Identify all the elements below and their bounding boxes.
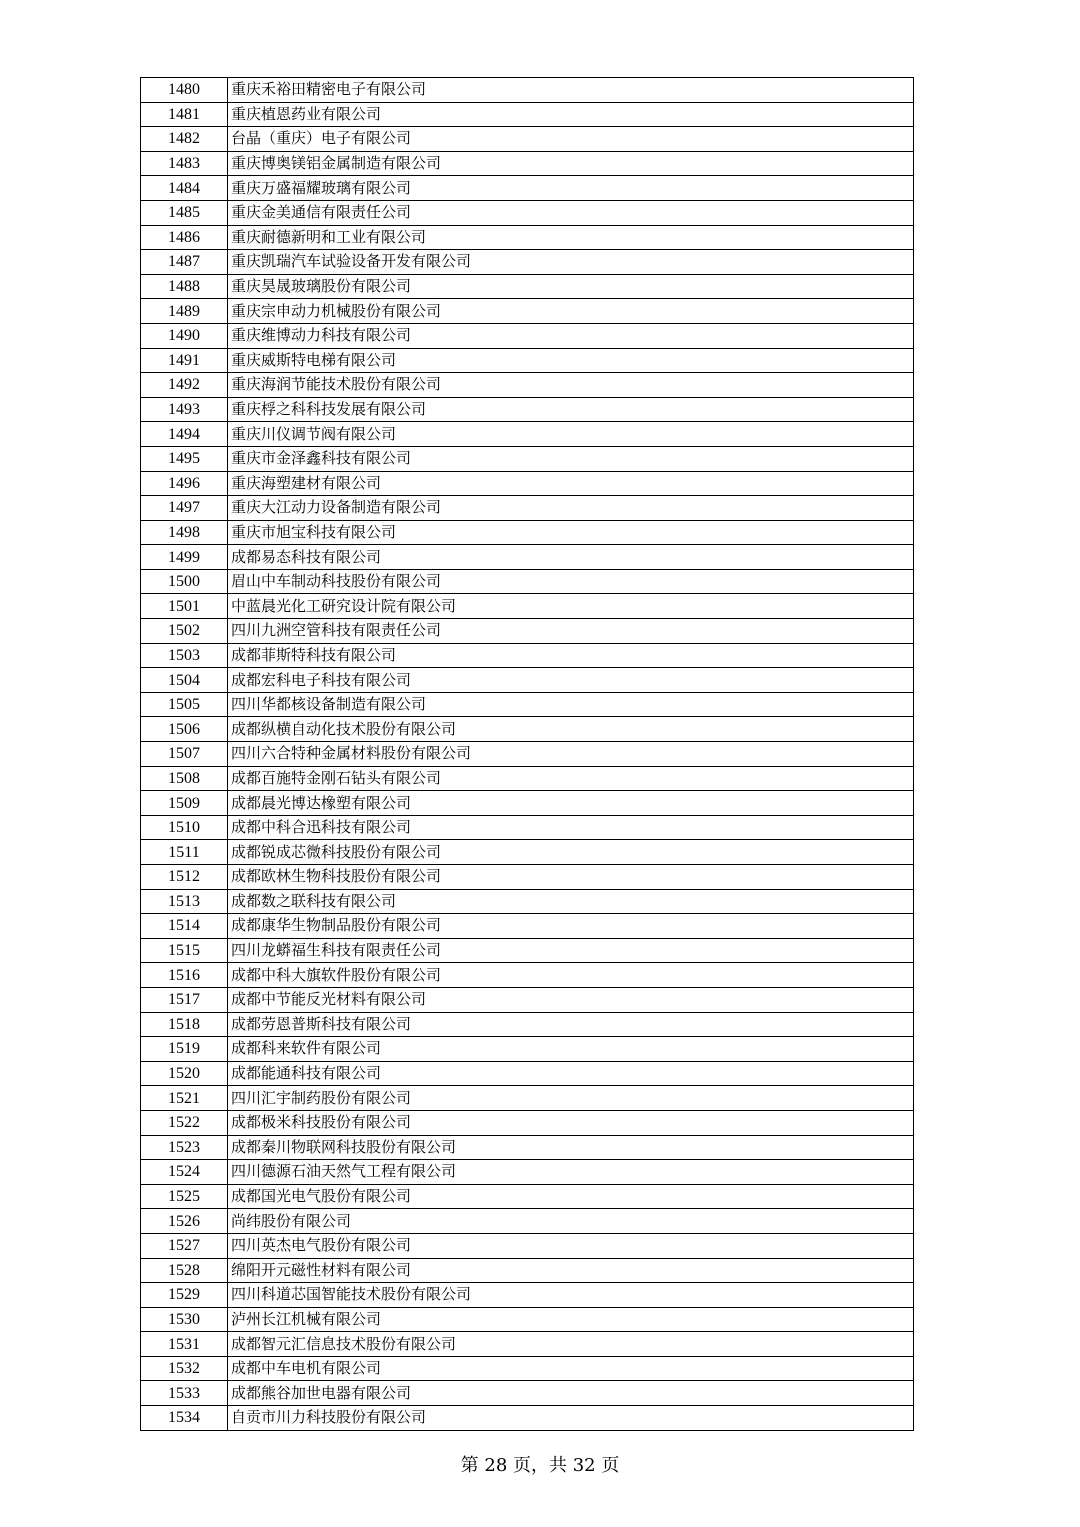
company-name: 成都锐成芯微科技股份有限公司 bbox=[228, 840, 914, 865]
table-row bbox=[141, 717, 914, 742]
table-row bbox=[141, 78, 914, 103]
company-list-table bbox=[140, 77, 914, 1431]
company-name: 重庆大江动力设备制造有限公司 bbox=[228, 496, 914, 521]
company-name: 成都中科大旗软件股份有限公司 bbox=[228, 963, 914, 988]
company-name: 尚纬股份有限公司 bbox=[228, 1209, 914, 1234]
company-name: 成都百施特金刚石钻头有限公司 bbox=[228, 766, 914, 791]
company-name: 成都晨光博达橡塑有限公司 bbox=[228, 791, 914, 816]
table-row bbox=[141, 274, 914, 299]
table-row bbox=[141, 397, 914, 422]
row-number: 1531 bbox=[141, 1332, 228, 1357]
row-number: 1486 bbox=[141, 225, 228, 250]
row-number: 1498 bbox=[141, 520, 228, 545]
company-name: 台晶（重庆）电子有限公司 bbox=[228, 127, 914, 152]
row-number: 1497 bbox=[141, 496, 228, 521]
company-name: 成都数之联科技有限公司 bbox=[228, 889, 914, 914]
table-row bbox=[141, 668, 914, 693]
row-number: 1496 bbox=[141, 471, 228, 496]
company-name: 成都秦川物联网科技股份有限公司 bbox=[228, 1135, 914, 1160]
company-name: 重庆海塑建材有限公司 bbox=[228, 471, 914, 496]
table-row bbox=[141, 1037, 914, 1062]
company-name: 眉山中车制动科技股份有限公司 bbox=[228, 569, 914, 594]
company-name: 成都智元汇信息技术股份有限公司 bbox=[228, 1332, 914, 1357]
table-row bbox=[141, 594, 914, 619]
company-name: 重庆昊晟玻璃股份有限公司 bbox=[228, 274, 914, 299]
table-row bbox=[141, 250, 914, 275]
company-name: 重庆维博动力科技有限公司 bbox=[228, 323, 914, 348]
row-number: 1481 bbox=[141, 102, 228, 127]
company-name: 重庆威斯特电梯有限公司 bbox=[228, 348, 914, 373]
table-row bbox=[141, 987, 914, 1012]
table-row bbox=[141, 840, 914, 865]
row-number: 1508 bbox=[141, 766, 228, 791]
table-row bbox=[141, 1356, 914, 1381]
row-number: 1516 bbox=[141, 963, 228, 988]
table-row bbox=[141, 643, 914, 668]
company-name: 四川英杰电气股份有限公司 bbox=[228, 1233, 914, 1258]
row-number: 1506 bbox=[141, 717, 228, 742]
row-number: 1513 bbox=[141, 889, 228, 914]
table-row bbox=[141, 1012, 914, 1037]
company-name: 四川德源石油天然气工程有限公司 bbox=[228, 1160, 914, 1185]
company-name: 成都熊谷加世电器有限公司 bbox=[228, 1381, 914, 1406]
company-name: 重庆禾裕田精密电子有限公司 bbox=[228, 78, 914, 103]
table-row bbox=[141, 619, 914, 644]
row-number: 1499 bbox=[141, 545, 228, 570]
table-row bbox=[141, 200, 914, 225]
company-name: 成都欧林生物科技股份有限公司 bbox=[228, 865, 914, 890]
company-name: 重庆植恩药业有限公司 bbox=[228, 102, 914, 127]
row-number: 1490 bbox=[141, 323, 228, 348]
table-row bbox=[141, 225, 914, 250]
row-number: 1532 bbox=[141, 1356, 228, 1381]
row-number: 1534 bbox=[141, 1406, 228, 1431]
company-name: 重庆凯瑞汽车试验设备开发有限公司 bbox=[228, 250, 914, 275]
row-number: 1529 bbox=[141, 1283, 228, 1308]
company-name: 绵阳开元磁性材料有限公司 bbox=[228, 1258, 914, 1283]
table-row bbox=[141, 815, 914, 840]
row-number: 1501 bbox=[141, 594, 228, 619]
row-number: 1504 bbox=[141, 668, 228, 693]
table-row bbox=[141, 569, 914, 594]
table-row bbox=[141, 151, 914, 176]
company-name: 成都极米科技股份有限公司 bbox=[228, 1110, 914, 1135]
row-number: 1500 bbox=[141, 569, 228, 594]
row-number: 1493 bbox=[141, 397, 228, 422]
company-name: 四川龙蟒福生科技有限责任公司 bbox=[228, 938, 914, 963]
table-row bbox=[141, 742, 914, 767]
table-row bbox=[141, 176, 914, 201]
company-name: 成都康华生物制品股份有限公司 bbox=[228, 914, 914, 939]
table-row bbox=[141, 471, 914, 496]
table-row bbox=[141, 127, 914, 152]
company-name: 成都纵横自动化技术股份有限公司 bbox=[228, 717, 914, 742]
row-number: 1480 bbox=[141, 78, 228, 103]
company-name: 四川九洲空管科技有限责任公司 bbox=[228, 619, 914, 644]
table-row bbox=[141, 889, 914, 914]
company-name: 重庆宗申动力机械股份有限公司 bbox=[228, 299, 914, 324]
company-name: 重庆桴之科科技发展有限公司 bbox=[228, 397, 914, 422]
company-name: 四川科道芯国智能技术股份有限公司 bbox=[228, 1283, 914, 1308]
row-number: 1483 bbox=[141, 151, 228, 176]
row-number: 1507 bbox=[141, 742, 228, 767]
company-name: 四川华都核设备制造有限公司 bbox=[228, 692, 914, 717]
row-number: 1505 bbox=[141, 692, 228, 717]
row-number: 1533 bbox=[141, 1381, 228, 1406]
table-row bbox=[141, 1086, 914, 1111]
company-name: 重庆博奥镁铝金属制造有限公司 bbox=[228, 151, 914, 176]
row-number: 1509 bbox=[141, 791, 228, 816]
table-row bbox=[141, 1061, 914, 1086]
company-name: 重庆市旭宝科技有限公司 bbox=[228, 520, 914, 545]
company-name: 重庆耐德新明和工业有限公司 bbox=[228, 225, 914, 250]
table-row bbox=[141, 446, 914, 471]
table-row bbox=[141, 1258, 914, 1283]
table-row bbox=[141, 422, 914, 447]
row-number: 1491 bbox=[141, 348, 228, 373]
row-number: 1494 bbox=[141, 422, 228, 447]
table-row bbox=[141, 1332, 914, 1357]
company-name: 成都中车电机有限公司 bbox=[228, 1356, 914, 1381]
row-number: 1520 bbox=[141, 1061, 228, 1086]
row-number: 1514 bbox=[141, 914, 228, 939]
row-number: 1502 bbox=[141, 619, 228, 644]
row-number: 1519 bbox=[141, 1037, 228, 1062]
table-row bbox=[141, 1135, 914, 1160]
table-row bbox=[141, 299, 914, 324]
table-row bbox=[141, 1283, 914, 1308]
company-name: 成都宏科电子科技有限公司 bbox=[228, 668, 914, 693]
row-number: 1515 bbox=[141, 938, 228, 963]
row-number: 1488 bbox=[141, 274, 228, 299]
row-number: 1503 bbox=[141, 643, 228, 668]
table-row bbox=[141, 1307, 914, 1332]
row-number: 1512 bbox=[141, 865, 228, 890]
table-row bbox=[141, 1110, 914, 1135]
company-name: 重庆海润节能技术股份有限公司 bbox=[228, 373, 914, 398]
table-row bbox=[141, 963, 914, 988]
table-row bbox=[141, 102, 914, 127]
row-number: 1485 bbox=[141, 200, 228, 225]
row-number: 1522 bbox=[141, 1110, 228, 1135]
row-number: 1517 bbox=[141, 987, 228, 1012]
company-name: 成都国光电气股份有限公司 bbox=[228, 1184, 914, 1209]
company-name: 泸州长江机械有限公司 bbox=[228, 1307, 914, 1332]
table-row bbox=[141, 766, 914, 791]
table-row bbox=[141, 692, 914, 717]
row-number: 1528 bbox=[141, 1258, 228, 1283]
company-name: 自贡市川力科技股份有限公司 bbox=[228, 1406, 914, 1431]
table-row bbox=[141, 1209, 914, 1234]
company-name: 成都劳恩普斯科技有限公司 bbox=[228, 1012, 914, 1037]
table-row bbox=[141, 496, 914, 521]
row-number: 1526 bbox=[141, 1209, 228, 1234]
table-row bbox=[141, 1381, 914, 1406]
company-list-body bbox=[141, 78, 914, 1431]
company-name: 成都菲斯特科技有限公司 bbox=[228, 643, 914, 668]
table-row bbox=[141, 938, 914, 963]
row-number: 1487 bbox=[141, 250, 228, 275]
table-row bbox=[141, 1184, 914, 1209]
company-name: 中蓝晨光化工研究设计院有限公司 bbox=[228, 594, 914, 619]
row-number: 1482 bbox=[141, 127, 228, 152]
table-row bbox=[141, 1406, 914, 1431]
company-name: 重庆万盛福耀玻璃有限公司 bbox=[228, 176, 914, 201]
company-name: 成都中节能反光材料有限公司 bbox=[228, 987, 914, 1012]
row-number: 1524 bbox=[141, 1160, 228, 1185]
company-name: 成都中科合迅科技有限公司 bbox=[228, 815, 914, 840]
company-name: 四川汇宇制药股份有限公司 bbox=[228, 1086, 914, 1111]
company-name: 成都能通科技有限公司 bbox=[228, 1061, 914, 1086]
row-number: 1510 bbox=[141, 815, 228, 840]
row-number: 1525 bbox=[141, 1184, 228, 1209]
table-row bbox=[141, 545, 914, 570]
row-number: 1523 bbox=[141, 1135, 228, 1160]
row-number: 1530 bbox=[141, 1307, 228, 1332]
row-number: 1495 bbox=[141, 446, 228, 471]
table-row bbox=[141, 1233, 914, 1258]
row-number: 1511 bbox=[141, 840, 228, 865]
row-number: 1527 bbox=[141, 1233, 228, 1258]
company-name: 重庆金美通信有限责任公司 bbox=[228, 200, 914, 225]
table-row bbox=[141, 1160, 914, 1185]
table-row bbox=[141, 373, 914, 398]
row-number: 1521 bbox=[141, 1086, 228, 1111]
row-number: 1492 bbox=[141, 373, 228, 398]
table-row bbox=[141, 348, 914, 373]
table-row bbox=[141, 791, 914, 816]
company-name: 重庆市金泽鑫科技有限公司 bbox=[228, 446, 914, 471]
company-name: 四川六合特种金属材料股份有限公司 bbox=[228, 742, 914, 767]
company-name: 成都易态科技有限公司 bbox=[228, 545, 914, 570]
row-number: 1489 bbox=[141, 299, 228, 324]
page-footer: 第 28 页，共 32 页 bbox=[460, 1455, 620, 1476]
table-row bbox=[141, 914, 914, 939]
row-number: 1484 bbox=[141, 176, 228, 201]
company-name: 重庆川仪调节阀有限公司 bbox=[228, 422, 914, 447]
table-row bbox=[141, 865, 914, 890]
table-row bbox=[141, 323, 914, 348]
table-row bbox=[141, 520, 914, 545]
row-number: 1518 bbox=[141, 1012, 228, 1037]
company-name: 成都科来软件有限公司 bbox=[228, 1037, 914, 1062]
